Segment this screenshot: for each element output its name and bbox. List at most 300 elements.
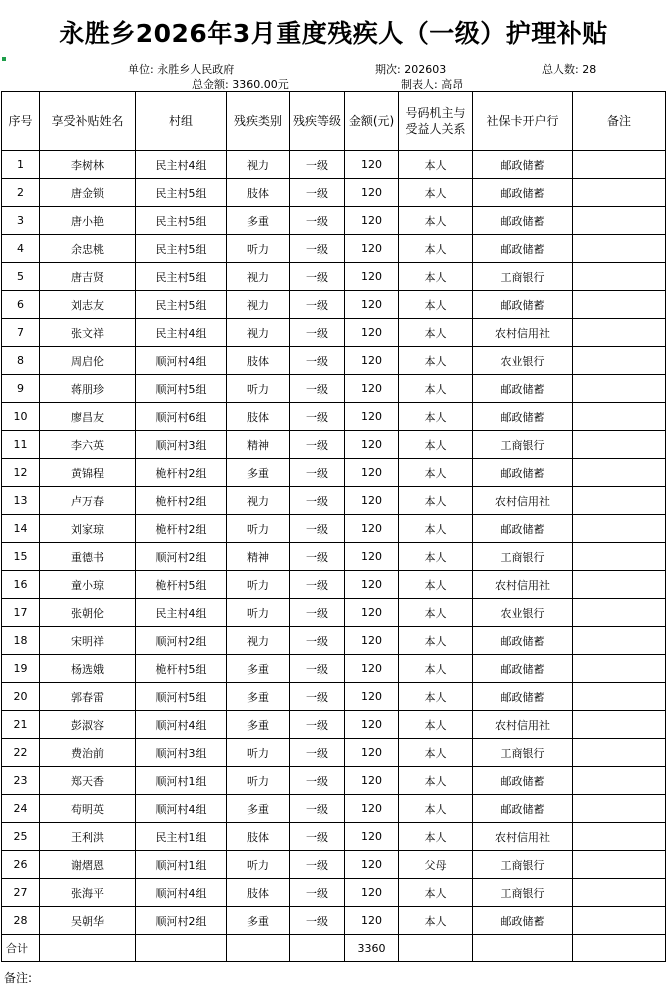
cell-disability-level: 一级 xyxy=(290,431,345,459)
cell-amount: 120 xyxy=(345,207,399,235)
cell-relation: 本人 xyxy=(399,655,473,683)
cell-amount: 120 xyxy=(345,179,399,207)
cell-disability-type: 听力 xyxy=(227,739,290,767)
cell-amount: 120 xyxy=(345,403,399,431)
cell-amount: 120 xyxy=(345,627,399,655)
cell-amount: 120 xyxy=(345,375,399,403)
total-row-empty xyxy=(399,935,473,962)
cell-disability-level: 一级 xyxy=(290,543,345,571)
cell-disability-type: 视力 xyxy=(227,319,290,347)
cell-disability-type: 肢体 xyxy=(227,403,290,431)
cell-disability-level: 一级 xyxy=(290,907,345,935)
cell-village-group: 民主村5组 xyxy=(136,291,227,319)
cell-row-number: 4 xyxy=(2,235,40,263)
cell-row-number: 18 xyxy=(2,627,40,655)
col-header-disability-type: 残疾类别 xyxy=(227,92,290,151)
cell-disability-level: 一级 xyxy=(290,655,345,683)
cell-disability-level: 一级 xyxy=(290,711,345,739)
cell-disability-type: 肢体 xyxy=(227,879,290,907)
table-row xyxy=(2,431,666,459)
cell-village-group: 顺河村4组 xyxy=(136,711,227,739)
cell-row-number: 12 xyxy=(2,459,40,487)
cell-recipient-name: 张朝伦 xyxy=(40,599,136,627)
cell-amount: 120 xyxy=(345,487,399,515)
cell-amount: 120 xyxy=(345,823,399,851)
cell-disability-type: 精神 xyxy=(227,543,290,571)
cell-row-number: 7 xyxy=(2,319,40,347)
cell-relation: 本人 xyxy=(399,207,473,235)
cell-relation: 本人 xyxy=(399,627,473,655)
cell-relation: 本人 xyxy=(399,823,473,851)
cell-bank: 农业银行 xyxy=(473,347,573,375)
table-row xyxy=(2,767,666,795)
cell-disability-type: 多重 xyxy=(227,711,290,739)
cell-note xyxy=(573,627,666,655)
cell-row-number: 13 xyxy=(2,487,40,515)
header-row xyxy=(2,92,666,151)
cell-disability-level: 一级 xyxy=(290,235,345,263)
cell-note xyxy=(573,739,666,767)
count-value: 28 xyxy=(582,63,597,76)
period-value: 202603 xyxy=(404,63,447,76)
cell-recipient-name: 卢万春 xyxy=(40,487,136,515)
cell-village-group: 顺河村3组 xyxy=(136,431,227,459)
cell-relation: 本人 xyxy=(399,711,473,739)
cell-relation: 本人 xyxy=(399,235,473,263)
cell-village-group: 桅杆村5组 xyxy=(136,655,227,683)
cell-disability-type: 听力 xyxy=(227,767,290,795)
cell-row-number: 1 xyxy=(2,151,40,179)
cell-village-group: 顺河村2组 xyxy=(136,907,227,935)
cell-amount: 120 xyxy=(345,515,399,543)
cell-village-group: 民主村5组 xyxy=(136,207,227,235)
cell-note xyxy=(573,515,666,543)
cell-recipient-name: 唐吉贤 xyxy=(40,263,136,291)
cell-relation: 本人 xyxy=(399,151,473,179)
table-row xyxy=(2,627,666,655)
cell-bank: 工商银行 xyxy=(473,879,573,907)
col-header-amount: 金额(元) xyxy=(345,92,399,151)
table-row xyxy=(2,543,666,571)
cell-note xyxy=(573,907,666,935)
cell-relation: 本人 xyxy=(399,263,473,291)
cell-amount: 120 xyxy=(345,739,399,767)
cell-village-group: 顺河村3组 xyxy=(136,739,227,767)
cell-disability-level: 一级 xyxy=(290,347,345,375)
cell-amount: 120 xyxy=(345,235,399,263)
cell-note xyxy=(573,179,666,207)
cell-corner-marker xyxy=(2,57,6,61)
cell-row-number: 27 xyxy=(2,879,40,907)
cell-disability-type: 听力 xyxy=(227,515,290,543)
cell-disability-level: 一级 xyxy=(290,459,345,487)
cell-note xyxy=(573,235,666,263)
cell-bank: 工商银行 xyxy=(473,543,573,571)
cell-amount: 120 xyxy=(345,907,399,935)
cell-disability-type: 多重 xyxy=(227,655,290,683)
count-label: 总人数: xyxy=(542,63,579,76)
cell-note xyxy=(573,655,666,683)
cell-relation: 本人 xyxy=(399,599,473,627)
table-row xyxy=(2,487,666,515)
table-row xyxy=(2,823,666,851)
cell-bank: 邮政储蓄 xyxy=(473,291,573,319)
cell-bank: 工商银行 xyxy=(473,851,573,879)
cell-amount: 120 xyxy=(345,459,399,487)
cell-note xyxy=(573,291,666,319)
period-label: 期次: xyxy=(375,63,401,76)
cell-village-group: 桅杆村2组 xyxy=(136,459,227,487)
cell-recipient-name: 童小琼 xyxy=(40,571,136,599)
cell-row-number: 8 xyxy=(2,347,40,375)
cell-note xyxy=(573,543,666,571)
cell-relation: 本人 xyxy=(399,319,473,347)
cell-village-group: 民主村5组 xyxy=(136,263,227,291)
table-row xyxy=(2,207,666,235)
cell-recipient-name: 李树林 xyxy=(40,151,136,179)
cell-amount: 120 xyxy=(345,571,399,599)
cell-village-group: 民主村4组 xyxy=(136,599,227,627)
col-header-note: 备注 xyxy=(573,92,666,151)
cell-bank: 邮政储蓄 xyxy=(473,459,573,487)
cell-recipient-name: 蒋朋珍 xyxy=(40,375,136,403)
cell-recipient-name: 吴朝华 xyxy=(40,907,136,935)
cell-bank: 农村信用社 xyxy=(473,487,573,515)
cell-note xyxy=(573,207,666,235)
cell-recipient-name: 廖昌友 xyxy=(40,403,136,431)
col-header-relation: 号码机主与受益人关系 xyxy=(399,92,473,151)
total-row-empty xyxy=(573,935,666,962)
cell-note xyxy=(573,151,666,179)
total-row-empty xyxy=(136,935,227,962)
cell-bank: 邮政储蓄 xyxy=(473,207,573,235)
table-row xyxy=(2,459,666,487)
cell-bank: 邮政储蓄 xyxy=(473,515,573,543)
cell-amount: 120 xyxy=(345,851,399,879)
cell-bank: 农村信用社 xyxy=(473,711,573,739)
cell-note xyxy=(573,823,666,851)
cell-amount: 120 xyxy=(345,599,399,627)
cell-row-number: 9 xyxy=(2,375,40,403)
cell-village-group: 桅杆村2组 xyxy=(136,487,227,515)
cell-village-group: 民主村5组 xyxy=(136,235,227,263)
cell-disability-type: 视力 xyxy=(227,263,290,291)
cell-disability-level: 一级 xyxy=(290,599,345,627)
col-header-village: 村组 xyxy=(136,92,227,151)
cell-disability-type: 视力 xyxy=(227,627,290,655)
cell-disability-level: 一级 xyxy=(290,515,345,543)
table-row xyxy=(2,347,666,375)
cell-row-number: 10 xyxy=(2,403,40,431)
cell-recipient-name: 唐金锁 xyxy=(40,179,136,207)
cell-disability-type: 视力 xyxy=(227,487,290,515)
cell-relation: 本人 xyxy=(399,683,473,711)
cell-relation: 本人 xyxy=(399,431,473,459)
cell-disability-level: 一级 xyxy=(290,319,345,347)
cell-disability-level: 一级 xyxy=(290,767,345,795)
table-row xyxy=(2,571,666,599)
cell-relation: 本人 xyxy=(399,739,473,767)
cell-note xyxy=(573,851,666,879)
cell-disability-type: 肢体 xyxy=(227,347,290,375)
cell-amount: 120 xyxy=(345,767,399,795)
cell-relation: 本人 xyxy=(399,487,473,515)
cell-village-group: 顺河村4组 xyxy=(136,879,227,907)
cell-bank: 邮政储蓄 xyxy=(473,235,573,263)
cell-relation: 本人 xyxy=(399,515,473,543)
cell-village-group: 顺河村1组 xyxy=(136,767,227,795)
cell-recipient-name: 重德书 xyxy=(40,543,136,571)
cell-disability-type: 多重 xyxy=(227,683,290,711)
cell-bank: 工商银行 xyxy=(473,739,573,767)
cell-recipient-name: 彭淑容 xyxy=(40,711,136,739)
cell-note xyxy=(573,571,666,599)
table-row xyxy=(2,599,666,627)
table-row xyxy=(2,179,666,207)
cell-disability-level: 一级 xyxy=(290,375,345,403)
cell-relation: 本人 xyxy=(399,571,473,599)
cell-disability-type: 多重 xyxy=(227,907,290,935)
cell-row-number: 15 xyxy=(2,543,40,571)
cell-note xyxy=(573,459,666,487)
cell-disability-level: 一级 xyxy=(290,627,345,655)
cell-village-group: 顺河村2组 xyxy=(136,627,227,655)
document-title: 永胜乡2026年3月重度残疾人（一级）护理补贴 xyxy=(59,19,608,48)
cell-village-group: 民主村4组 xyxy=(136,151,227,179)
cell-row-number: 3 xyxy=(2,207,40,235)
cell-disability-level: 一级 xyxy=(290,851,345,879)
total-row-label: 合计 xyxy=(2,935,40,962)
cell-note xyxy=(573,431,666,459)
cell-disability-level: 一级 xyxy=(290,263,345,291)
cell-amount: 120 xyxy=(345,291,399,319)
cell-recipient-name: 王利洪 xyxy=(40,823,136,851)
cell-relation: 本人 xyxy=(399,543,473,571)
cell-relation: 本人 xyxy=(399,179,473,207)
cell-relation: 本人 xyxy=(399,879,473,907)
cell-amount: 120 xyxy=(345,655,399,683)
cell-bank: 工商银行 xyxy=(473,431,573,459)
col-header-bank: 社保卡开户行 xyxy=(473,92,573,151)
cell-row-number: 28 xyxy=(2,907,40,935)
total-row-empty xyxy=(473,935,573,962)
total-label: 总金额: xyxy=(192,78,229,91)
cell-bank: 邮政储蓄 xyxy=(473,683,573,711)
cell-disability-type: 精神 xyxy=(227,431,290,459)
cell-recipient-name: 郑天香 xyxy=(40,767,136,795)
cell-amount: 120 xyxy=(345,263,399,291)
cell-disability-type: 听力 xyxy=(227,599,290,627)
cell-row-number: 23 xyxy=(2,767,40,795)
cell-row-number: 22 xyxy=(2,739,40,767)
cell-row-number: 20 xyxy=(2,683,40,711)
cell-amount: 120 xyxy=(345,879,399,907)
cell-bank: 邮政储蓄 xyxy=(473,375,573,403)
col-header-name: 享受补贴姓名 xyxy=(40,92,136,151)
cell-bank: 邮政储蓄 xyxy=(473,767,573,795)
cell-note xyxy=(573,347,666,375)
cell-village-group: 顺河村2组 xyxy=(136,543,227,571)
cell-disability-type: 多重 xyxy=(227,459,290,487)
total-row xyxy=(2,935,666,962)
count-info xyxy=(542,61,596,77)
cell-row-number: 14 xyxy=(2,515,40,543)
unit-label: 单位: xyxy=(128,63,154,76)
total-row-amount: 3360 xyxy=(345,935,399,962)
preparer-value: 高昂 xyxy=(441,78,464,91)
table-row xyxy=(2,319,666,347)
cell-recipient-name: 郭春雷 xyxy=(40,683,136,711)
cell-disability-level: 一级 xyxy=(290,739,345,767)
cell-row-number: 21 xyxy=(2,711,40,739)
cell-amount: 120 xyxy=(345,431,399,459)
cell-bank: 邮政储蓄 xyxy=(473,627,573,655)
table-row xyxy=(2,683,666,711)
cell-row-number: 17 xyxy=(2,599,40,627)
cell-note xyxy=(573,487,666,515)
preparer-label: 制表人: xyxy=(401,78,438,91)
cell-bank: 邮政储蓄 xyxy=(473,179,573,207)
cell-recipient-name: 张海平 xyxy=(40,879,136,907)
table-row xyxy=(2,795,666,823)
cell-amount: 120 xyxy=(345,711,399,739)
col-header-no: 序号 xyxy=(2,92,40,151)
cell-recipient-name: 费治前 xyxy=(40,739,136,767)
cell-village-group: 顺河村6组 xyxy=(136,403,227,431)
cell-village-group: 桅杆村2组 xyxy=(136,515,227,543)
cell-disability-level: 一级 xyxy=(290,571,345,599)
preparer-info xyxy=(401,76,463,92)
cell-village-group: 顺河村5组 xyxy=(136,375,227,403)
table-row xyxy=(2,879,666,907)
cell-disability-type: 多重 xyxy=(227,207,290,235)
unit-value: 永胜乡人民政府 xyxy=(157,63,235,76)
cell-bank: 农村信用社 xyxy=(473,823,573,851)
cell-recipient-name: 刘家琼 xyxy=(40,515,136,543)
cell-bank: 邮政储蓄 xyxy=(473,403,573,431)
cell-row-number: 16 xyxy=(2,571,40,599)
cell-note xyxy=(573,403,666,431)
cell-disability-level: 一级 xyxy=(290,487,345,515)
cell-bank: 农村信用社 xyxy=(473,571,573,599)
cell-disability-level: 一级 xyxy=(290,683,345,711)
cell-note xyxy=(573,683,666,711)
cell-relation: 本人 xyxy=(399,291,473,319)
cell-bank: 农村信用社 xyxy=(473,319,573,347)
total-value: 3360.00元 xyxy=(232,78,289,91)
total-row-empty xyxy=(290,935,345,962)
table-row xyxy=(2,515,666,543)
cell-row-number: 24 xyxy=(2,795,40,823)
cell-note xyxy=(573,375,666,403)
cell-disability-type: 听力 xyxy=(227,375,290,403)
col-header-disability-level: 残疾等级 xyxy=(290,92,345,151)
cell-recipient-name: 唐小艳 xyxy=(40,207,136,235)
cell-amount: 120 xyxy=(345,151,399,179)
cell-row-number: 25 xyxy=(2,823,40,851)
table-row xyxy=(2,711,666,739)
subsidy-table xyxy=(1,91,666,962)
cell-disability-type: 肢体 xyxy=(227,179,290,207)
cell-disability-level: 一级 xyxy=(290,179,345,207)
cell-bank: 工商银行 xyxy=(473,263,573,291)
cell-disability-level: 一级 xyxy=(290,823,345,851)
cell-row-number: 11 xyxy=(2,431,40,459)
table-row xyxy=(2,739,666,767)
cell-village-group: 民主村5组 xyxy=(136,179,227,207)
cell-relation: 本人 xyxy=(399,375,473,403)
cell-disability-level: 一级 xyxy=(290,151,345,179)
cell-note xyxy=(573,767,666,795)
cell-recipient-name: 杨选娥 xyxy=(40,655,136,683)
cell-note xyxy=(573,319,666,347)
cell-amount: 120 xyxy=(345,795,399,823)
cell-row-number: 2 xyxy=(2,179,40,207)
cell-disability-type: 听力 xyxy=(227,235,290,263)
cell-recipient-name: 周启伦 xyxy=(40,347,136,375)
cell-village-group: 民主村4组 xyxy=(136,319,227,347)
cell-relation: 本人 xyxy=(399,347,473,375)
cell-disability-level: 一级 xyxy=(290,879,345,907)
cell-disability-type: 听力 xyxy=(227,851,290,879)
unit-info xyxy=(128,61,234,77)
cell-recipient-name: 宋明祥 xyxy=(40,627,136,655)
cell-relation: 本人 xyxy=(399,907,473,935)
cell-disability-type: 视力 xyxy=(227,151,290,179)
cell-row-number: 26 xyxy=(2,851,40,879)
cell-disability-level: 一级 xyxy=(290,291,345,319)
cell-amount: 120 xyxy=(345,347,399,375)
cell-disability-level: 一级 xyxy=(290,795,345,823)
table-row xyxy=(2,263,666,291)
cell-bank: 邮政储蓄 xyxy=(473,907,573,935)
cell-amount: 120 xyxy=(345,543,399,571)
table-row xyxy=(2,151,666,179)
table-row xyxy=(2,907,666,935)
cell-village-group: 顺河村4组 xyxy=(136,795,227,823)
cell-recipient-name: 张文祥 xyxy=(40,319,136,347)
total-info xyxy=(192,76,289,92)
cell-village-group: 顺河村1组 xyxy=(136,851,227,879)
total-row-empty xyxy=(227,935,290,962)
cell-row-number: 6 xyxy=(2,291,40,319)
cell-amount: 120 xyxy=(345,683,399,711)
table-row xyxy=(2,235,666,263)
cell-note xyxy=(573,599,666,627)
cell-note xyxy=(573,263,666,291)
cell-bank: 邮政储蓄 xyxy=(473,795,573,823)
cell-recipient-name: 谢熠恩 xyxy=(40,851,136,879)
period-info xyxy=(375,61,446,77)
cell-relation: 本人 xyxy=(399,767,473,795)
cell-recipient-name: 黄锦程 xyxy=(40,459,136,487)
total-row-empty xyxy=(40,935,136,962)
table-row xyxy=(2,403,666,431)
cell-disability-type: 肢体 xyxy=(227,823,290,851)
cell-row-number: 5 xyxy=(2,263,40,291)
cell-village-group: 民主村1组 xyxy=(136,823,227,851)
footer-note-label: 备注: xyxy=(4,971,33,985)
table-row xyxy=(2,851,666,879)
cell-note xyxy=(573,795,666,823)
cell-disability-type: 听力 xyxy=(227,571,290,599)
cell-note xyxy=(573,879,666,907)
cell-recipient-name: 刘志友 xyxy=(40,291,136,319)
cell-disability-type: 多重 xyxy=(227,795,290,823)
cell-relation: 父母 xyxy=(399,851,473,879)
table-row xyxy=(2,375,666,403)
cell-relation: 本人 xyxy=(399,795,473,823)
